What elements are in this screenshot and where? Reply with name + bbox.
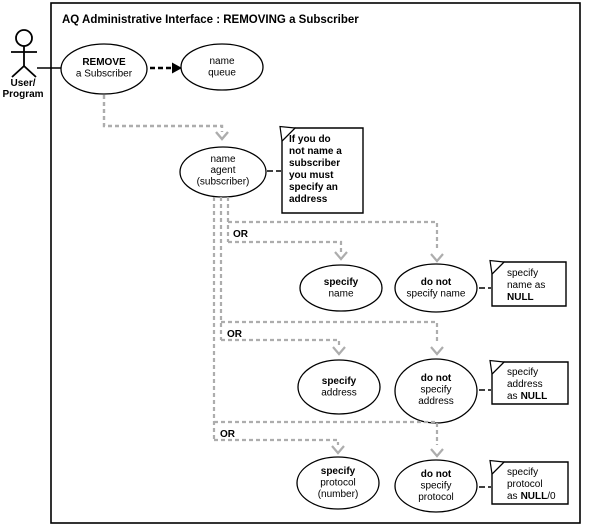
- note-text-segment: NULL: [520, 391, 548, 402]
- note-text: subscriber: [289, 158, 341, 169]
- actor-leg-left: [12, 66, 24, 77]
- usecase-label: name: [328, 288, 354, 300]
- note-text: specify: [507, 367, 539, 378]
- note-text: If you do: [289, 134, 331, 145]
- note-text: protocol: [507, 479, 543, 490]
- usecase-do-not-specify-address: [395, 359, 477, 423]
- note-text-segment: NULL: [520, 491, 548, 502]
- usecase-label: do not: [420, 469, 452, 480]
- usecase-label: specify: [420, 384, 452, 396]
- or-label: OR: [227, 329, 242, 340]
- usecase-label: protocol: [320, 477, 356, 489]
- usecase-specify-protocol: [297, 457, 379, 509]
- note-subscriber-address: [280, 127, 363, 214]
- usecase-label: do not: [420, 373, 452, 384]
- note-text: specify: [507, 268, 539, 279]
- usecase-specify-name: [300, 265, 382, 311]
- or-label: OR: [233, 229, 248, 240]
- usecase-do-not-specify-name: [395, 264, 477, 312]
- usecase-label: do not: [420, 277, 452, 288]
- actor-label-line1: User/: [10, 78, 36, 89]
- actor-leg-right: [24, 66, 36, 77]
- note-text: specify an: [289, 182, 338, 193]
- usecase-label: REMOVE: [82, 57, 126, 68]
- usecase-specify-address: [298, 360, 380, 414]
- note-text: NULL: [507, 292, 534, 303]
- usecase-name-queue: [181, 44, 263, 90]
- usecase-label: protocol: [418, 492, 454, 503]
- usecase-do-not-specify-protocol: [395, 460, 477, 512]
- usecase-label: specify: [323, 277, 359, 288]
- note-text: [507, 391, 547, 402]
- usecase-label: (number): [317, 489, 359, 500]
- usecase-label: queue: [208, 67, 236, 79]
- note-text: [507, 491, 556, 502]
- usecase-label: specify: [420, 480, 452, 492]
- note-text: address: [289, 194, 328, 205]
- note-text: name as: [507, 280, 546, 291]
- usecase-label: address: [418, 396, 454, 407]
- usecase-label: agent: [210, 165, 236, 176]
- note-text-segment: as: [507, 491, 518, 502]
- note-address-null: [490, 361, 568, 405]
- diagram-title: AQ Administrative Interface : REMOVING a Subscriber: [62, 14, 359, 26]
- note-name-null: [490, 261, 566, 307]
- note-text-segment: as: [507, 391, 518, 402]
- usecase-label: (subscriber): [196, 176, 250, 188]
- actor-head-icon: [16, 30, 32, 46]
- note-text: not name a: [289, 146, 342, 157]
- note-text: you must: [289, 170, 334, 181]
- usecase-label: specify: [321, 376, 357, 387]
- usecase-label: name: [209, 56, 235, 67]
- actor-label-line2: Program: [2, 89, 44, 100]
- usecase-label: name: [210, 154, 236, 165]
- usecase-remove-subscriber: [61, 44, 147, 94]
- usecase-label: specify: [320, 466, 356, 477]
- usecase-label: address: [321, 387, 357, 399]
- or-label: OR: [220, 429, 235, 440]
- note-text: address: [507, 379, 543, 390]
- usecase-name-agent: [180, 147, 266, 197]
- note-text-segment: /0: [547, 491, 556, 502]
- note-protocol-null: [490, 461, 568, 505]
- usecase-label: a Subscriber: [75, 68, 133, 80]
- usecase-label: specify name: [406, 288, 466, 300]
- actor-user-program: [11, 30, 37, 77]
- note-text: specify: [507, 467, 539, 478]
